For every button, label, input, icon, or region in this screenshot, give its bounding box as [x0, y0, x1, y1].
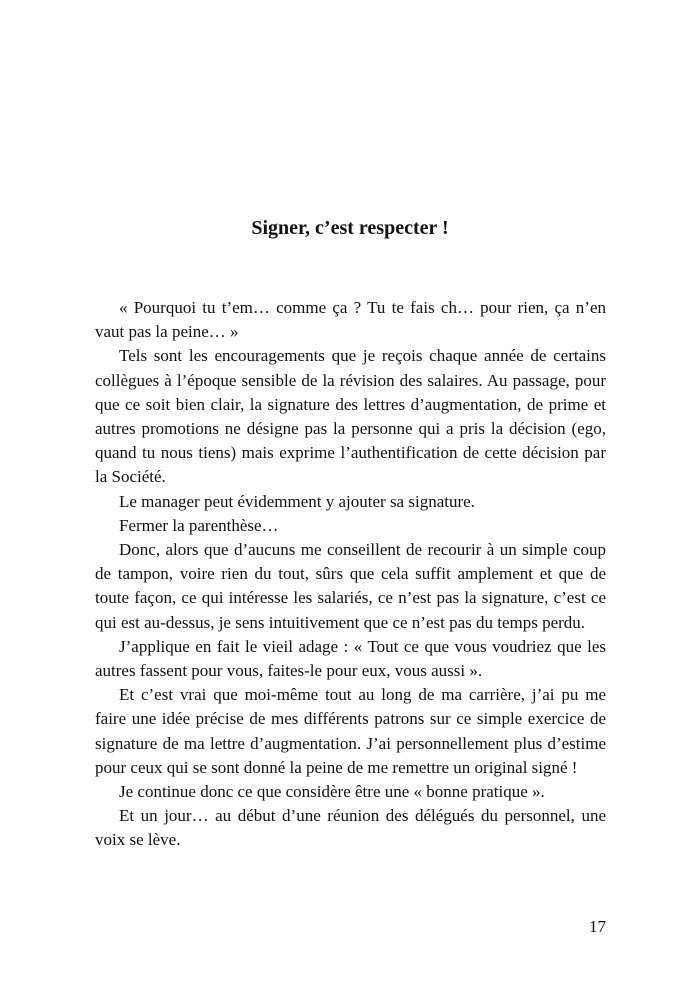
page-title: Signer, c’est respecter !: [251, 217, 449, 240]
paragraph: Tels sont les encouragements que je reçois chaque année de certains collègues à l’époque sensible de la révision des salaires. Au passage, pour que ce soit bien clair, la signature des lettres d’augmentation, de prime et autres promotions ne désigne pas la personne qui a pris la décision (ego, quand tu nous tiens) mais exprime l’authentification de cette décision par la Société.: [95, 346, 606, 487]
paragraph: Le manager peut évidemment y ajouter sa signature.: [119, 491, 475, 511]
paragraph: Je continue donc ce que considère être une « bonne pratique ».: [119, 782, 545, 802]
body-text: [95, 296, 606, 853]
paragraph: Et c’est vrai que moi-même tout au long de ma carrière, j’ai pu me faire une idée précise de mes différents patrons sur ce simple exercice de signature de ma lettre d’augmentation. J’ai personnellement plus d’estime pour ceux qui se sont donné la peine de me remettre un original signé !: [95, 685, 606, 777]
paragraph: Donc, alors que d’aucuns me conseillent de recourir à un simple coup de tampon, voire rien du tout, sûrs que cela suffit amplement et que de toute façon, ce qui intéresse les salariés, ce n’est pas la signature, c’est ce qui est au-dessus, je sens intuitivement que ce n’est pas du temps perdu.: [95, 540, 606, 632]
page-number: 17: [589, 917, 606, 936]
paragraph: Et un jour… au début d’une réunion des délégués du personnel, une voix se lève.: [95, 806, 606, 850]
paragraph: « Pourquoi tu t’em… comme ça ? Tu te fais ch… pour rien, ça n’en vaut pas la peine… »: [95, 298, 606, 342]
paragraph: J’applique en fait le vieil adage : « Tout ce que vous voudriez que les autres fassent pour vous, faites-le pour eux, vous aussi ».: [95, 636, 606, 681]
paragraph: Fermer la parenthèse…: [119, 515, 279, 535]
